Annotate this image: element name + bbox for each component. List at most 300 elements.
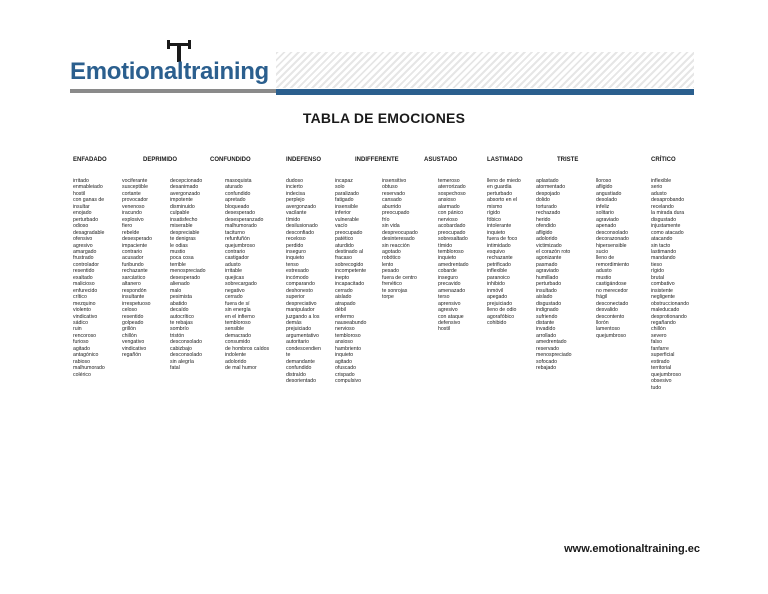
- emotion-word: sensible: [225, 326, 245, 333]
- emotion-word: demandante: [286, 358, 315, 365]
- emotion-word: frustrado: [73, 255, 94, 262]
- emotion-word: adolorido: [225, 358, 247, 365]
- header-indefenso: INDEFENSO: [286, 157, 322, 163]
- emotion-word: rechazado: [536, 210, 561, 217]
- emotion-word: temeroso: [438, 178, 460, 184]
- emotion-word: serio: [651, 184, 663, 191]
- emotion-word: combativo: [651, 281, 675, 288]
- emotion-word: con ataque: [438, 313, 464, 320]
- emotion-word: tenso: [286, 261, 299, 268]
- emotion-word: perdido: [286, 242, 304, 249]
- emotion-word: confundido: [225, 190, 251, 197]
- emotion-word: débil: [335, 307, 346, 314]
- emotion-word: sádico: [73, 319, 88, 326]
- emotion-word: crítico: [73, 294, 87, 301]
- emotion-word: obtuso: [382, 184, 398, 191]
- column-enfadado-2: [122, 178, 152, 359]
- emotion-word: atrapado: [335, 300, 356, 307]
- emotion-word: insultado: [536, 287, 557, 294]
- emotion-word: sobresaltado: [438, 236, 468, 243]
- emotion-word: territorial: [651, 365, 672, 372]
- emotion-word: bloqueado: [225, 203, 250, 210]
- emotion-word: paranoico: [487, 274, 510, 281]
- emotion-word: te sonrojas: [382, 287, 408, 294]
- emotion-word: sin tacto: [651, 242, 671, 249]
- emotion-word: vacilante: [286, 210, 307, 217]
- emotion-word: en el infierno: [225, 313, 255, 320]
- emotion-word: frenético: [382, 281, 402, 288]
- emotion-word: rechazante: [122, 268, 148, 275]
- emotion-word: ofensivo: [73, 236, 93, 243]
- emotion-word: incapacitado: [335, 281, 365, 288]
- emotion-word: decaído: [170, 307, 189, 314]
- header-asustado: ASUSTADO: [424, 157, 458, 163]
- emotion-word: agitado: [73, 345, 91, 352]
- emotion-word: rebajado: [536, 365, 557, 372]
- emotion-word: victimizado: [536, 242, 562, 249]
- emotion-word: demacrado: [225, 332, 251, 339]
- emotion-word: menospreciado: [536, 352, 572, 359]
- emotion-word: tembloroso: [438, 248, 464, 255]
- emotion-word: te denigras: [170, 236, 196, 243]
- emotion-word: desesperanzado: [225, 216, 264, 223]
- emotion-word: insistente: [651, 287, 673, 294]
- emotion-word: fracaso: [335, 255, 353, 262]
- emotion-word: negligente: [651, 294, 675, 301]
- emotion-word: enfurecido: [73, 287, 98, 294]
- emotion-word: aplastado: [536, 178, 559, 184]
- emotion-word: lleno de: [596, 255, 615, 262]
- emotion-word: petrificado: [487, 261, 511, 268]
- page-title: TABLA DE EMOCIONES: [302, 110, 466, 126]
- emotion-word: destinado al: [335, 248, 363, 255]
- emotion-word: terso: [438, 294, 450, 301]
- emotion-word: solo: [335, 184, 345, 191]
- emotion-word: autoritario: [286, 339, 310, 346]
- emotion-word: desvalido: [596, 307, 618, 314]
- emotion-word: preocupado: [335, 229, 363, 236]
- emotion-word: taciturno: [225, 229, 245, 236]
- emotion-word: fatigado: [335, 197, 354, 204]
- emotion-word: prejuiciado: [286, 326, 312, 333]
- emotion-word: obsesivo: [651, 378, 672, 385]
- emotion-word: mandando: [651, 255, 676, 262]
- emotion-word: disgustado: [651, 216, 677, 223]
- emotion-word: con pánico: [438, 210, 464, 217]
- emotion-word: violento: [73, 307, 91, 314]
- emotion-word: lamentoso: [596, 326, 620, 333]
- emotion-word: no merecedor: [596, 287, 629, 294]
- header-rule-grey: [70, 89, 276, 93]
- header-deprimido: DEPRIMIDO: [143, 157, 178, 163]
- emotion-word: sin energía: [225, 307, 251, 314]
- emotion-word: aburrido: [382, 203, 402, 210]
- emotion-word: inflexible: [487, 268, 508, 275]
- emotion-word: decorazonado: [596, 236, 629, 243]
- emotion-word: desilusionado: [286, 223, 318, 230]
- emotion-word: negativo: [225, 287, 245, 294]
- emotion-word: insatisfecho: [170, 216, 198, 223]
- emotion-word: falso: [651, 339, 662, 346]
- emotion-word: sospechoso: [438, 190, 466, 197]
- emotion-word: amenazado: [438, 287, 466, 294]
- emotion-word: insensitivo: [382, 178, 407, 184]
- emotion-word: pasmado: [536, 261, 558, 268]
- emotion-word: cortante: [122, 190, 141, 197]
- emotion-word: inferior: [335, 210, 351, 217]
- emotion-word: frío: [382, 216, 390, 223]
- emotion-word: con ganas de: [73, 197, 105, 204]
- emotion-word: lastimando: [651, 248, 677, 255]
- emotion-word: condescendien: [286, 345, 321, 352]
- emotion-word: quejumbroso: [651, 371, 681, 378]
- emotion-word: inseguro: [286, 248, 306, 255]
- emotion-word: alarmado: [438, 203, 460, 210]
- emotion-word: torpe: [382, 294, 394, 301]
- emotion-word: malhumorado: [225, 223, 257, 230]
- column-indefenso-2: [335, 178, 366, 385]
- emotion-word: ofendido: [536, 223, 556, 230]
- emotion-word: reservado: [536, 345, 560, 352]
- emotion-word: sarcástico: [122, 274, 146, 281]
- emotion-word: dudoso: [286, 178, 304, 184]
- emotion-word: defensivo: [438, 319, 461, 326]
- emotion-word: injustamente: [651, 223, 681, 230]
- emotion-word: herido: [536, 216, 551, 223]
- emotion-word: explosivo: [122, 216, 144, 223]
- emotion-word: incapaz: [335, 178, 353, 184]
- emotion-word: desaprobando: [651, 197, 685, 204]
- header-rule-blue: [276, 89, 694, 95]
- emotion-word: desconsolado: [170, 352, 203, 359]
- emotion-word: comparando: [286, 281, 315, 288]
- column-lastimado-2: [536, 178, 571, 372]
- emotion-word: rechazante: [487, 255, 513, 262]
- emotion-word: dolido: [536, 197, 550, 204]
- emotion-word: nauseabundo: [335, 319, 367, 326]
- emotion-word: poca cosa: [170, 255, 194, 262]
- emotion-word: preocupado: [438, 229, 466, 236]
- emotion-word: desorientado: [286, 378, 316, 385]
- emotion-word: quejumbroso: [596, 332, 626, 339]
- emotion-word: desagradable: [73, 229, 105, 236]
- emotion-word: fóbico: [487, 216, 501, 223]
- emotion-word: indolente: [225, 352, 247, 359]
- emotion-word: controlador: [73, 261, 99, 268]
- emotion-word: fatal: [170, 365, 180, 372]
- emotion-word: perturbado: [73, 216, 99, 223]
- column-deprimido: [170, 178, 205, 372]
- emotion-word: en guardia: [487, 184, 512, 191]
- emotion-word: respondón: [122, 287, 147, 294]
- emotion-word: afligido: [596, 184, 613, 191]
- emotion-word: le odias: [170, 242, 188, 249]
- emotion-word: malo: [170, 287, 182, 294]
- emotion-word: impaciente: [122, 242, 148, 249]
- emotion-word: adusto: [651, 190, 667, 197]
- emotion-word: apegado: [487, 294, 508, 301]
- emotion-word: prejuiciado: [487, 300, 513, 307]
- emotion-word: agonizante: [536, 255, 562, 262]
- column-lastimado: [487, 178, 521, 326]
- emotion-word: contrario: [122, 248, 143, 255]
- emotion-word: acusador: [122, 255, 144, 262]
- emotion-word: fuera de centro: [382, 274, 417, 281]
- emotion-word: estirado: [651, 358, 670, 365]
- emotion-word: tudo: [651, 384, 662, 391]
- emotion-word: enfermo: [335, 313, 355, 320]
- emotion-word: perturbado: [487, 190, 513, 197]
- emotion-word: sin vida: [382, 223, 400, 230]
- emotion-word: angustiado: [596, 190, 622, 197]
- emotion-word: iracundo: [122, 210, 142, 217]
- emotion-word: agorafóbico: [487, 313, 515, 320]
- emotion-word: regañón: [122, 352, 142, 359]
- header-triste: TRISTE: [557, 157, 579, 163]
- column-critico: [651, 178, 689, 391]
- emotion-word: inflexible: [651, 178, 672, 184]
- emotion-word: disminuido: [170, 203, 195, 210]
- emotion-word: regañando: [651, 319, 676, 326]
- emotion-word: robótico: [382, 255, 401, 262]
- emotion-word: remordimiento: [596, 261, 630, 268]
- emotion-word: invadido: [536, 326, 556, 333]
- emotion-word: amedrentado: [536, 339, 567, 346]
- emotion-word: mustio: [596, 274, 612, 281]
- emotion-word: fiero: [122, 223, 133, 230]
- emotion-word: contrario: [225, 248, 246, 255]
- emotion-word: desconsolado: [596, 229, 629, 236]
- emotion-word: malhumorado: [73, 365, 105, 372]
- emotion-word: nervioso: [335, 326, 355, 333]
- emotion-word: tímido: [438, 242, 453, 249]
- emotion-word: apenado: [596, 223, 617, 230]
- emotion-word: agresivo: [73, 242, 93, 249]
- emotion-word: mustio: [170, 248, 186, 255]
- emotion-word: desanimado: [170, 184, 199, 191]
- emotion-word: adusto: [596, 268, 612, 275]
- emotion-word: tímido: [286, 216, 301, 223]
- emotion-word: torturado: [536, 203, 557, 210]
- emotion-word: inseguro: [438, 274, 458, 281]
- emotion-word: avergonzado: [286, 203, 316, 210]
- emotion-word: maleducado: [651, 307, 680, 314]
- emotion-word: culpable: [170, 210, 190, 217]
- emotion-word: chillón: [651, 326, 666, 333]
- emotion-word: fuera de foco: [487, 236, 518, 243]
- emotion-word: odioso: [73, 223, 89, 230]
- emotion-word: rabioso: [73, 358, 91, 365]
- emotion-word: desconfiado: [286, 229, 314, 236]
- column-triste: [596, 178, 629, 339]
- emotion-word: severo: [651, 332, 667, 339]
- emotion-word: aturado: [225, 184, 243, 191]
- emotion-word: descontento: [596, 313, 625, 320]
- emotion-word: autocrítico: [170, 313, 194, 320]
- emotion-word: nervioso: [438, 216, 458, 223]
- emotion-word: tristón: [170, 332, 185, 339]
- emotion-word: crispado: [335, 371, 355, 378]
- emotion-word: desesperado: [225, 210, 255, 217]
- emotion-word: de hombros caídos: [225, 345, 270, 352]
- emotion-word: hostil: [438, 326, 451, 333]
- emotion-word: provocador: [122, 197, 148, 204]
- emotion-word: venenoso: [122, 203, 145, 210]
- emotion-word: incompetente: [335, 268, 367, 275]
- emotion-word: pesado: [382, 268, 400, 275]
- emotion-word: castigador: [225, 255, 249, 262]
- emotion-word: celoso: [122, 307, 137, 314]
- emotion-word: solitario: [596, 210, 614, 217]
- emotion-word: sombrío: [170, 326, 189, 333]
- logo-text: [70, 58, 269, 86]
- emotion-word: inquieto: [286, 255, 305, 262]
- emotion-word: aislado: [335, 294, 352, 301]
- emotion-word: despreciativo: [286, 300, 317, 307]
- emotion-word: miserable: [170, 223, 193, 230]
- emotion-word: tembloroso: [225, 319, 251, 326]
- emotion-word: como atacado: [651, 229, 684, 236]
- emotion-word: abatido: [170, 300, 188, 307]
- emotion-word: apretado: [225, 197, 246, 204]
- emotion-word: arrollado: [536, 332, 557, 339]
- emotion-word: atormentado: [536, 184, 566, 191]
- emotion-word: cabizbajo: [170, 345, 192, 352]
- emotion-word: vindicativo: [122, 345, 147, 352]
- emotion-word: perplejo: [286, 197, 305, 204]
- emotion-word: rencoroso: [73, 332, 97, 339]
- logo-word-2: training: [183, 58, 269, 85]
- emotion-word: vacío: [335, 223, 348, 230]
- emotion-word: mezquino: [73, 300, 96, 307]
- emotion-word: menospreciado: [170, 268, 206, 275]
- emotion-word: mismo: [487, 203, 503, 210]
- emotion-word: avergonzado: [170, 190, 200, 197]
- emotion-word: deshonesto: [286, 287, 313, 294]
- emotion-word: refunfuñón: [225, 236, 250, 243]
- emotion-word: compulsivo: [335, 378, 361, 385]
- emotion-word: hipersensible: [596, 242, 627, 249]
- emotion-word: terrible: [170, 261, 186, 268]
- emotion-word: preocupado: [382, 210, 410, 217]
- emotion-word: malicioso: [73, 281, 95, 288]
- emotion-word: afligido: [536, 229, 553, 236]
- emotion-word: desprotionando: [651, 313, 687, 320]
- emotion-word: grillón: [122, 326, 136, 333]
- emotion-word: sin alegría: [170, 358, 194, 365]
- emotion-word: te: [286, 352, 291, 359]
- emotion-word: irrespetuoso: [122, 300, 151, 307]
- emotion-word: inhibido: [487, 281, 505, 288]
- emotion-word: cansado: [382, 197, 402, 204]
- emotion-word: infeliz: [596, 203, 610, 210]
- emotion-word: frágil: [596, 294, 608, 301]
- emotion-word: desinteresado: [382, 236, 415, 243]
- emotion-word: ofuscado: [335, 365, 357, 372]
- header-lastimado: LASTIMADO: [487, 157, 523, 163]
- emotion-word: chillón: [122, 332, 137, 339]
- emotion-word: juzgando a los: [286, 313, 320, 320]
- emotion-word: distante: [536, 319, 555, 326]
- emotion-word: la mirada dura: [651, 210, 685, 217]
- emotion-word: receloso: [286, 236, 306, 243]
- emotion-word: vulnerable: [335, 216, 359, 223]
- emotion-word: paralizado: [335, 190, 359, 197]
- column-asustado: [438, 178, 469, 333]
- emotion-word: inepto: [335, 274, 350, 281]
- emotion-word: insensible: [335, 203, 359, 210]
- emotion-word: reservado: [382, 190, 406, 197]
- emotion-word: rígido: [487, 210, 500, 217]
- footer-url[interactable]: www.emotionaltraining.ec: [564, 543, 700, 555]
- column-indefenso: [286, 178, 321, 385]
- emotion-word: sobrecargado: [225, 281, 257, 288]
- emotion-word: irritado: [73, 178, 89, 184]
- emotion-word: lleno de miedo: [487, 178, 521, 184]
- emotion-word: insultante: [122, 294, 145, 301]
- emotion-word: intolerante: [487, 223, 512, 230]
- emotion-word: demás: [286, 319, 302, 326]
- emotion-word: precavido: [438, 281, 461, 288]
- emotion-word: hostil: [73, 190, 86, 197]
- emotion-word: desesperado: [122, 236, 152, 243]
- emotion-word: lento: [382, 261, 394, 268]
- emotion-word: te rebajas: [170, 319, 193, 326]
- emotion-word: masoquista: [225, 178, 252, 184]
- header-stripes: [276, 52, 694, 88]
- emotion-word: agraviado: [536, 268, 559, 275]
- emotion-word: agresivo: [438, 307, 458, 314]
- emotion-word: altanero: [122, 281, 141, 288]
- column-enfadado: [73, 178, 105, 378]
- emotion-word: quejicas: [225, 274, 245, 281]
- emotion-word: enmableiado: [73, 184, 103, 191]
- column-indifferente: [382, 178, 418, 301]
- emotion-word: confundido: [286, 365, 312, 372]
- emotion-word: enojado: [73, 210, 92, 217]
- header-confundido: CONFUNDIDO: [210, 157, 251, 163]
- emotion-word: aprensivo: [438, 300, 461, 307]
- emotion-word: incómodo: [286, 274, 309, 281]
- emotion-word: vengativo: [122, 339, 145, 346]
- emotion-word: rígido: [651, 268, 664, 275]
- emotion-word: intimidado: [487, 242, 511, 249]
- emotion-word: aislado: [536, 294, 553, 301]
- emotion-word: inmóvil: [487, 287, 504, 294]
- emotion-word: cohibido: [487, 319, 507, 326]
- emotion-word: tembloroso: [335, 332, 361, 339]
- emotion-word: acobardado: [438, 223, 466, 230]
- emotion-word: resentido: [73, 268, 95, 275]
- logo-word-1: Emotional: [70, 58, 184, 85]
- emotion-word: indecisa: [286, 190, 306, 197]
- emotion-word: exaltado: [73, 274, 93, 281]
- emotion-word: fanfarre: [651, 345, 669, 352]
- emotion-word: despojado: [536, 190, 560, 197]
- emotion-word: indignado: [536, 307, 559, 314]
- emotion-word: cerrado: [335, 287, 353, 294]
- logo: [70, 38, 275, 88]
- emotion-word: atacando: [651, 236, 673, 243]
- emotion-word: furioso: [73, 339, 89, 346]
- emotion-word: estresado: [286, 268, 309, 275]
- emotion-word: susceptible: [122, 184, 148, 191]
- emotion-word: vindicativo: [73, 313, 98, 320]
- emotion-word: tieso: [651, 261, 662, 268]
- emotion-word: resentido: [122, 313, 144, 320]
- emotion-word: superior: [286, 294, 305, 301]
- emotion-word: cerrado: [225, 294, 243, 301]
